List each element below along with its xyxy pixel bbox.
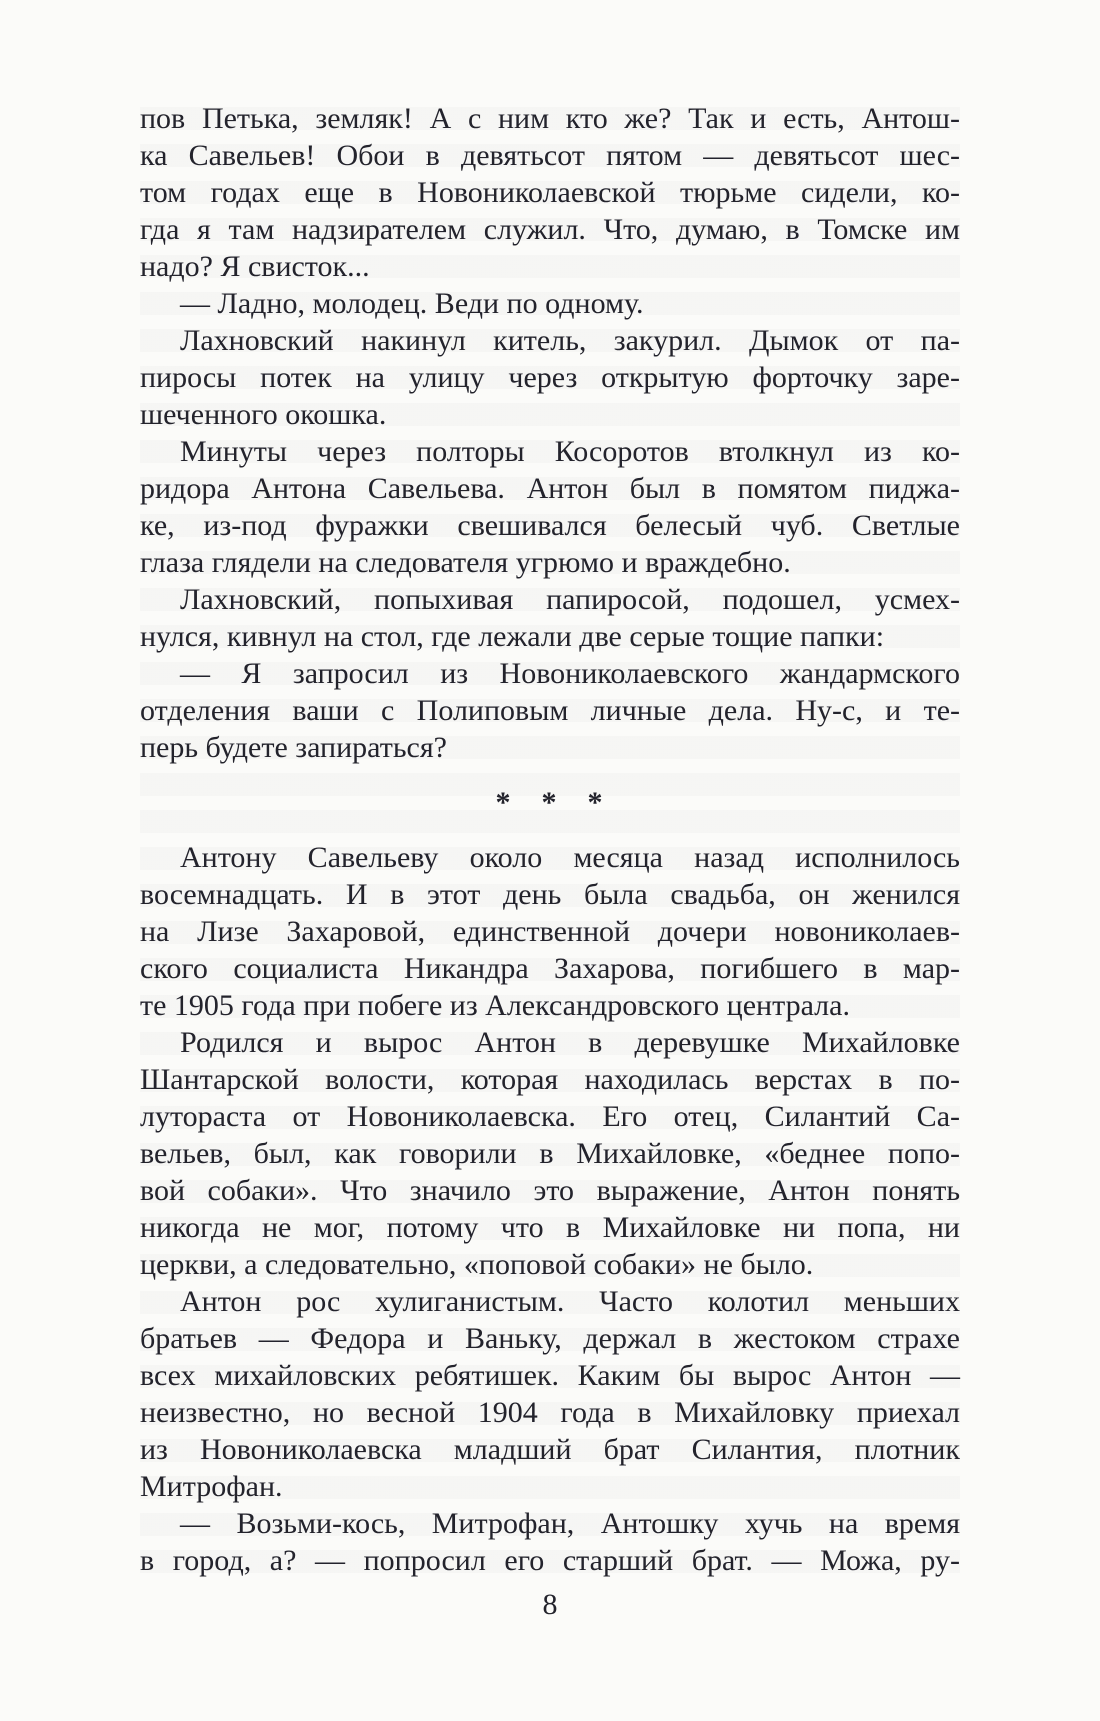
text-line: ридора Антона Савельева. Антон был в помятом пиджа-	[140, 472, 960, 505]
paragraph	[140, 1505, 960, 1579]
text-line: шеченного окошка.	[140, 398, 387, 431]
text-line: церкви, а следовательно, «поповой собаки» не было.	[140, 1248, 814, 1281]
text-line: — Я запросил из Новониколаевского жандармского	[180, 657, 960, 690]
paragraph	[140, 581, 960, 655]
text-line: перь будете запираться?	[140, 731, 447, 764]
text-line: вой собаки». Что значило это выражение, Антон понять	[140, 1174, 960, 1207]
text-line: те 1905 года при побеге из Александровского централа.	[140, 989, 850, 1022]
text-line: никогда не мог, потому что в Михайловке ни попа, ни	[140, 1211, 960, 1244]
paragraph	[140, 322, 960, 433]
text-line: ке, из-под фуражки свешивался белесый чуб. Светлые	[140, 509, 960, 542]
text-line: из Новониколаевска младший брат Силантия, плотник	[140, 1433, 960, 1466]
paragraph	[140, 839, 960, 1024]
text-line: нулся, кивнул на стол, где лежали две серые тощие папки:	[140, 620, 885, 653]
paragraph	[140, 285, 960, 322]
text-line: Шантарской волости, которая находилась верстах в по-	[140, 1063, 960, 1096]
text-line: отделения ваши с Полиповым личные дела. Ну-с, и те-	[140, 694, 960, 727]
text-line: Антон рос хулиганистым. Часто колотил меньших	[180, 1285, 960, 1318]
text-line: — Ладно, молодец. Веди по одному.	[180, 287, 644, 320]
text-line: пов Петька, земляк! А с ним кто же? Так и есть, Антош-	[140, 102, 960, 135]
text-line: неизвестно, но весной 1904 года в Михайловку приехал	[140, 1396, 960, 1429]
text-line: лутораста от Новониколаевска. Его отец, Силантий Са-	[140, 1100, 960, 1133]
text-line: Минуты через полторы Косоротов втолкнул из ко-	[180, 435, 960, 468]
text-line: гда я там надзирателем служил. Что, думаю, в Томске им	[140, 213, 960, 246]
text-line: братьев — Федора и Ваньку, держал в жестоком страхе	[140, 1322, 960, 1355]
text-line: Лахновский, попыхивая папиросой, подошел, усмех-	[180, 583, 960, 616]
text-line: восемнадцать. И в этот день была свадьба, он женился	[140, 878, 960, 911]
page-number: 8	[542, 1588, 558, 1621]
text-line: пиросы потек на улицу через открытую форточку заре-	[140, 361, 960, 394]
text-line: том годах еще в Новониколаевской тюрьме сидели, ко-	[140, 176, 960, 209]
text-line: Лахновский накинул китель, закурил. Дымок от па-	[180, 324, 960, 357]
section-separator: * * *	[495, 786, 605, 819]
text-line: на Лизе Захаровой, единственной дочери новониколаев-	[140, 915, 960, 948]
text-line: глаза глядели на следователя угрюмо и враждебно.	[140, 546, 791, 579]
paragraph	[140, 1024, 960, 1283]
text-line: всех михайловских ребятишек. Каким бы вырос Антон —	[140, 1359, 960, 1392]
text-line: Митрофан.	[140, 1470, 283, 1503]
text-line: Родился и вырос Антон в деревушке Михайловке	[180, 1026, 960, 1059]
text-line: надо? Я свисток...	[140, 250, 370, 283]
text-column	[140, 100, 960, 1579]
text-line: в город, а? — попросил его старший брат. — Можа, ру-	[140, 1544, 960, 1577]
text-line: — Возьми-кось, Митрофан, Антошку хучь на время	[180, 1507, 960, 1540]
text-line: ка Савельев! Обои в девятьсот пятом — девятьсот шес-	[140, 139, 960, 172]
text-line: вельев, был, как говорили в Михайловке, «беднее попо-	[140, 1137, 960, 1170]
text-line: Антону Савельеву около месяца назад исполнилось	[180, 841, 960, 874]
paragraph	[140, 655, 960, 766]
paragraph	[140, 433, 960, 581]
paragraph	[140, 1283, 960, 1505]
paragraph	[140, 100, 960, 285]
text-line: ского социалиста Никандра Захарова, погибшего в мар-	[140, 952, 960, 985]
